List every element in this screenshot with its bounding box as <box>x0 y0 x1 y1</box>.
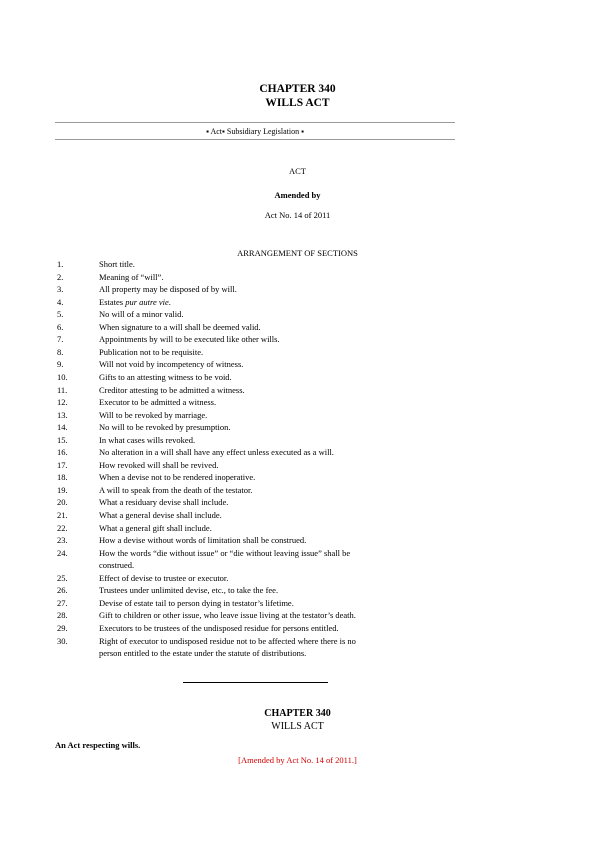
section-number: 2. <box>57 271 64 282</box>
document-nav <box>55 127 455 137</box>
top-rule <box>55 122 455 123</box>
section-number: 8. <box>57 346 64 357</box>
section-title-line: Will not void by incompetency of witness. <box>99 359 244 370</box>
section-entry[interactable] <box>57 346 437 359</box>
section-title <box>99 446 437 458</box>
section-number: 13. <box>57 409 68 420</box>
section-entry[interactable] <box>57 597 437 610</box>
section-title <box>99 384 437 396</box>
section-title <box>99 308 437 320</box>
section-number: 25. <box>57 572 68 583</box>
section-title-line: Will to be revoked by marriage. <box>99 409 208 420</box>
section-title <box>99 509 437 521</box>
section-title-line: Effect of devise to trustee or executor. <box>99 572 229 583</box>
section-title-line: How revoked will shall be revived. <box>99 459 219 470</box>
section-divider <box>183 682 328 683</box>
section-number: 6. <box>57 321 64 332</box>
chapter-heading: CHAPTER 340 <box>259 83 336 95</box>
section-title-line: When signature to a will shall be deemed valid. <box>99 321 261 332</box>
section-entry[interactable] <box>57 321 437 334</box>
section-title <box>99 296 437 308</box>
section-entry[interactable] <box>57 421 437 434</box>
section-entry[interactable] <box>57 308 437 321</box>
section-entry[interactable] <box>57 434 437 447</box>
section-entry[interactable] <box>57 584 437 597</box>
section-title-line: person entitled to the estate under the statute of distributions. <box>99 647 307 658</box>
section-title <box>99 635 437 659</box>
section-title <box>99 584 437 596</box>
section-entry[interactable] <box>57 358 437 371</box>
section-title-line: Meaning of “will”. <box>99 271 164 282</box>
section-title-line: What a residuary devise shall include. <box>99 497 229 508</box>
section-title-line: All property may be disposed of by will. <box>99 284 237 295</box>
section-entry[interactable] <box>57 572 437 585</box>
section-title <box>99 572 437 584</box>
section-title-line: Devise of estate tail to person dying in testator’s lifetime. <box>99 597 294 608</box>
section-number: 30. <box>57 635 68 646</box>
amended-by-reference: Act No. 14 of 2011 <box>264 210 331 220</box>
section-title <box>99 496 437 508</box>
section-title <box>99 471 437 483</box>
section-number: 19. <box>57 484 68 495</box>
section-number: 5. <box>57 309 64 320</box>
section-title <box>99 421 437 433</box>
section-entry[interactable] <box>57 271 437 284</box>
section-number: 7. <box>57 334 64 345</box>
section-number: 21. <box>57 510 68 520</box>
section-title <box>99 346 437 358</box>
section-number: 18. <box>57 472 68 483</box>
long-title: An Act respecting wills. <box>55 740 141 750</box>
section-title-line: Estates pur autre vie. <box>99 296 171 307</box>
section-title <box>99 484 437 496</box>
section-title <box>99 409 437 421</box>
section-entry[interactable] <box>57 484 437 497</box>
section-title-line: What a general devise shall include. <box>99 510 222 520</box>
section-title-line: In what cases wills revoked. <box>99 434 196 445</box>
section-number: 14. <box>57 422 68 433</box>
section-entry[interactable] <box>57 371 437 384</box>
section-title-line: Appointments by will to be executed like other wills. <box>99 334 280 345</box>
section-title <box>99 434 437 446</box>
section-title-line: No will to be revoked by presumption. <box>99 422 231 433</box>
section-title-line: Gift to children or other issue, who leave issue living at the testator’s death. <box>99 610 356 621</box>
nav-bottom-rule <box>55 139 455 140</box>
section-entry[interactable] <box>57 409 437 422</box>
section-number: 20. <box>57 497 68 508</box>
section-entry[interactable] <box>57 522 437 535</box>
section-entry[interactable] <box>57 384 437 397</box>
section-title-line: Creditor attesting to be admitted a witness. <box>99 384 245 395</box>
section-number: 9. <box>57 359 64 370</box>
section-entry[interactable] <box>57 635 437 660</box>
section-number: 26. <box>57 585 68 596</box>
section-number: 4. <box>57 296 64 307</box>
section-title-line: No will of a minor valid. <box>99 309 184 320</box>
section-number: 3. <box>57 284 64 295</box>
section-entry[interactable] <box>57 258 437 271</box>
section-title-line: How the words “die without issue” or “die without leaving issue” shall be <box>99 547 351 558</box>
section-title-line: Executors to be trustees of the undisposed residue for persons entitled. <box>99 622 339 633</box>
section-title <box>99 258 437 270</box>
section-title-line: construed. <box>99 559 135 570</box>
body-chapter-heading: CHAPTER 340 <box>264 708 331 719</box>
section-title <box>99 459 437 471</box>
section-entry[interactable] <box>57 333 437 346</box>
section-entry[interactable] <box>57 496 437 509</box>
bullet-icon: ▪ <box>206 127 209 136</box>
section-number: 29. <box>57 622 68 633</box>
section-title <box>99 622 437 634</box>
section-entry[interactable] <box>57 396 437 409</box>
section-number: 1. <box>57 259 64 269</box>
bullet-icon: ▪ <box>301 127 304 136</box>
section-title-line: When a devise not to be rendered inoperative. <box>99 472 256 483</box>
section-number: 24. <box>57 547 68 558</box>
italic-phrase: pur autre vie <box>125 296 169 307</box>
section-entry[interactable] <box>57 609 437 622</box>
section-title <box>99 547 437 571</box>
section-entry[interactable] <box>57 283 437 296</box>
arrangement-heading: ARRANGEMENT OF SECTIONS <box>237 248 358 258</box>
section-title <box>99 522 437 534</box>
section-title-line: Publication not to be requisite. <box>99 346 204 357</box>
section-title <box>99 609 437 621</box>
act-title: WILLS ACT <box>265 97 330 109</box>
section-title <box>99 271 437 283</box>
section-entry[interactable] <box>57 296 437 309</box>
section-entry[interactable] <box>57 534 437 547</box>
section-number: 27. <box>57 597 68 608</box>
section-number: 22. <box>57 522 68 533</box>
section-title <box>99 371 437 383</box>
section-title-line: A will to speak from the death of the testator. <box>99 484 253 495</box>
section-title-line: No alteration in a will shall have any effect unless executed as a will. <box>99 447 334 458</box>
section-entry[interactable] <box>57 547 437 572</box>
act-heading: ACT <box>289 166 306 176</box>
section-title <box>99 597 437 609</box>
section-number: 10. <box>57 371 68 382</box>
nav-subsidiary-link[interactable]: Subsidiary Legislation <box>226 127 300 136</box>
section-number: 12. <box>57 397 68 408</box>
section-title <box>99 396 437 408</box>
section-title <box>99 534 437 546</box>
nav-act-link[interactable]: Act <box>210 127 223 136</box>
section-title-line: Short title. <box>99 259 135 269</box>
section-title-line: Trustees under unlimited devise, etc., to take the fee. <box>99 585 279 596</box>
section-entry[interactable] <box>57 459 437 472</box>
section-entry[interactable] <box>57 622 437 635</box>
section-entry[interactable] <box>57 471 437 484</box>
section-number: 28. <box>57 610 68 621</box>
section-number: 23. <box>57 535 68 546</box>
section-title-line: Right of executor to undisposed residue not to be affected where there is no <box>99 635 356 646</box>
section-title-line: What a general gift shall include. <box>99 522 212 533</box>
amendment-note: [Amended by Act No. 14 of 2011.] <box>238 755 357 765</box>
section-number: 15. <box>57 434 68 445</box>
section-number: 17. <box>57 459 68 470</box>
section-title-line: Gifts to an attesting witness to be void. <box>99 371 232 382</box>
section-number: 16. <box>57 447 68 458</box>
section-number: 11. <box>57 384 68 395</box>
section-entry[interactable] <box>57 446 437 459</box>
section-title <box>99 358 437 370</box>
section-title <box>99 321 437 333</box>
section-title-line: How a devise without words of limitation shall be construed. <box>99 535 307 546</box>
section-title-line: Executor to be admitted a witness. <box>99 397 217 408</box>
amended-heading: Amended by <box>274 190 321 200</box>
bullet-icon: ▪ <box>222 127 225 136</box>
body-act-title: WILLS ACT <box>271 721 324 732</box>
section-title <box>99 283 437 295</box>
section-title <box>99 333 437 345</box>
section-entry[interactable] <box>57 509 437 522</box>
